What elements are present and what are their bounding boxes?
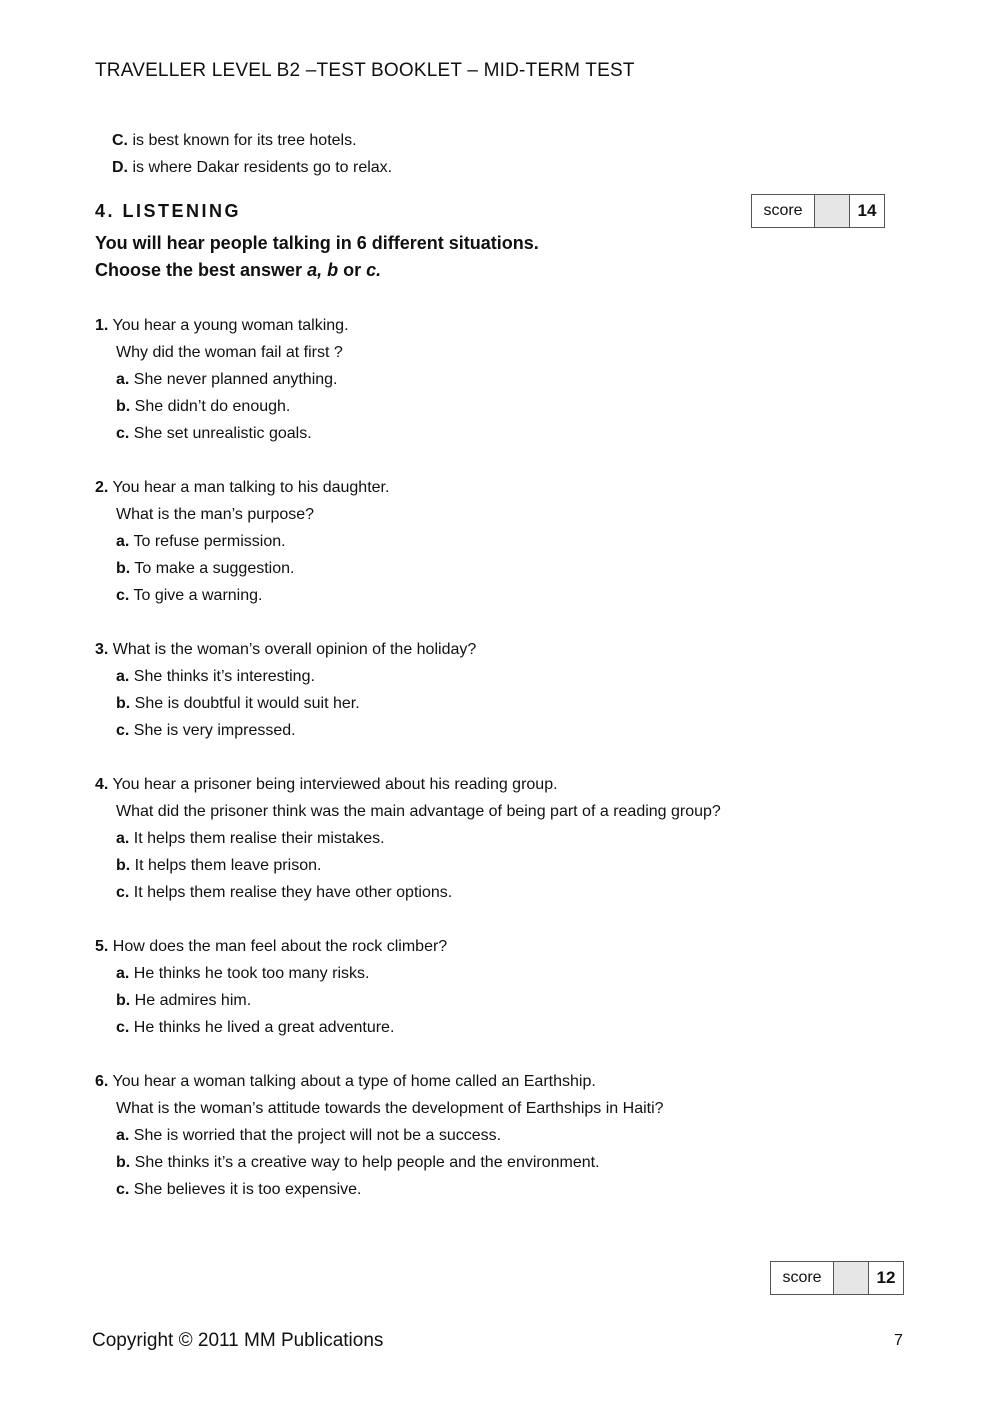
- score-box: [751, 194, 885, 228]
- score-entry-field[interactable]: [815, 195, 850, 227]
- page-number: 7: [894, 1332, 903, 1349]
- answer-option[interactable]: [95, 420, 915, 447]
- option-text: He thinks he took too many risks.: [129, 965, 370, 982]
- question-context-text: You hear a young woman talking.: [108, 317, 349, 334]
- question-block: [95, 474, 915, 609]
- previous-question-options: [112, 127, 392, 181]
- option-text: She set unrealistic goals.: [129, 425, 312, 442]
- option-text: It helps them leave prison.: [130, 857, 322, 874]
- score-label: score: [771, 1262, 834, 1294]
- instruction-line: Choose the best answer a, b or c.: [95, 260, 382, 280]
- score-box: [770, 1261, 904, 1295]
- question-block: [95, 771, 915, 906]
- question-number: 1.: [95, 317, 109, 334]
- option-text: is best known for its tree hotels.: [128, 132, 357, 149]
- option-text: She thinks it’s a creative way to help people and the environment.: [130, 1154, 600, 1171]
- option-line: [112, 127, 392, 154]
- option-text: She thinks it’s interesting.: [129, 668, 315, 685]
- option-text: To refuse permission.: [129, 533, 286, 550]
- option-letter: c.: [116, 587, 130, 604]
- option-letter: b.: [116, 857, 131, 874]
- option-text: is where Dakar residents go to relax.: [128, 159, 393, 176]
- question-number: 5.: [95, 938, 109, 955]
- option-letter: b.: [116, 560, 131, 577]
- score-max-value: 12: [876, 1268, 896, 1287]
- question-context-text: How does the man feel about the rock climber?: [108, 938, 448, 955]
- section-title: 4. LISTENING: [95, 201, 242, 221]
- option-text: She is doubtful it would suit her.: [130, 695, 360, 712]
- answer-option[interactable]: [95, 690, 915, 717]
- question-context: [95, 636, 915, 663]
- question-text: What is the man’s purpose?: [116, 506, 315, 523]
- score-max-value: 14: [857, 201, 877, 220]
- question-number: 2.: [95, 479, 109, 496]
- question-text: What is the woman’s attitude towards the development of Earthships in Haiti?: [116, 1100, 664, 1117]
- option-letter: c.: [116, 1181, 130, 1198]
- question-text: What did the prisoner think was the main advantage of being part of a reading group?: [116, 803, 721, 820]
- option-text: She is very impressed.: [129, 722, 296, 739]
- option-text: She didn’t do enough.: [130, 398, 291, 415]
- question-text: Why did the woman fail at first ?: [116, 344, 343, 361]
- question-block: [95, 312, 915, 447]
- answer-option[interactable]: [95, 1149, 915, 1176]
- question-context-text: You hear a prisoner being interviewed about his reading group.: [108, 776, 558, 793]
- option-letter: c.: [116, 722, 130, 739]
- question-context: [95, 1068, 915, 1095]
- answer-option[interactable]: [95, 582, 915, 609]
- option-letter: a.: [116, 371, 130, 388]
- option-line: [112, 154, 392, 181]
- option-letter: a.: [116, 965, 130, 982]
- question-block: [95, 933, 915, 1041]
- option-letter: a.: [116, 830, 130, 847]
- questions-list: [95, 312, 915, 1230]
- option-text: To give a warning.: [129, 587, 263, 604]
- question-context-text: What is the woman’s overall opinion of the holiday?: [108, 641, 477, 658]
- question-context: [95, 312, 915, 339]
- answer-option[interactable]: [95, 1122, 915, 1149]
- answer-option[interactable]: [95, 393, 915, 420]
- option-letter: C.: [112, 132, 128, 149]
- answer-option[interactable]: [95, 825, 915, 852]
- question-number: 3.: [95, 641, 109, 658]
- question-context: [95, 771, 915, 798]
- option-text: She is worried that the project will not be a success.: [129, 1127, 502, 1144]
- answer-option[interactable]: [95, 852, 915, 879]
- question-context-text: You hear a woman talking about a type of home called an Earthship.: [108, 1073, 596, 1090]
- option-letter: b.: [116, 992, 131, 1009]
- question-context: [95, 474, 915, 501]
- score-label: score: [752, 195, 815, 227]
- answer-option[interactable]: [95, 366, 915, 393]
- answer-option[interactable]: [95, 960, 915, 987]
- answer-option[interactable]: [95, 879, 915, 906]
- option-letter: c.: [116, 1019, 130, 1036]
- option-text: He thinks he lived a great adventure.: [129, 1019, 395, 1036]
- answer-option[interactable]: [95, 717, 915, 744]
- section-instructions: [95, 230, 539, 284]
- question-block: [95, 636, 915, 744]
- option-letter: c.: [116, 884, 130, 901]
- option-text: She believes it is too expensive.: [129, 1181, 362, 1198]
- question-context: [95, 933, 915, 960]
- answer-option[interactable]: [95, 1014, 915, 1041]
- option-letter: c.: [116, 425, 130, 442]
- question-number: 6.: [95, 1073, 109, 1090]
- option-letter: a.: [116, 668, 130, 685]
- option-text: He admires him.: [130, 992, 252, 1009]
- answer-option[interactable]: [95, 555, 915, 582]
- option-letter: D.: [112, 159, 128, 176]
- option-letter: b.: [116, 398, 131, 415]
- option-letter: b.: [116, 1154, 131, 1171]
- question-number: 4.: [95, 776, 109, 793]
- option-letter: a.: [116, 1127, 130, 1144]
- option-letter: b.: [116, 695, 131, 712]
- option-text: To make a suggestion.: [130, 560, 295, 577]
- option-letter: a.: [116, 533, 130, 550]
- page-header: TRAVELLER LEVEL B2 –TEST BOOKLET – MID-TERM TEST: [95, 60, 635, 81]
- copyright-footer: Copyright © 2011 MM Publications: [92, 1330, 384, 1351]
- option-text: It helps them realise their mistakes.: [129, 830, 385, 847]
- score-entry-field[interactable]: [834, 1262, 869, 1294]
- question-block: [95, 1068, 915, 1203]
- option-text: It helps them realise they have other options.: [129, 884, 453, 901]
- answer-option[interactable]: [95, 1176, 915, 1203]
- answer-option[interactable]: [95, 528, 915, 555]
- answer-option[interactable]: [95, 987, 915, 1014]
- question-context-text: You hear a man talking to his daughter.: [108, 479, 390, 496]
- instruction-line: You will hear people talking in 6 different situations.: [95, 233, 539, 253]
- answer-option[interactable]: [95, 663, 915, 690]
- option-text: She never planned anything.: [129, 371, 338, 388]
